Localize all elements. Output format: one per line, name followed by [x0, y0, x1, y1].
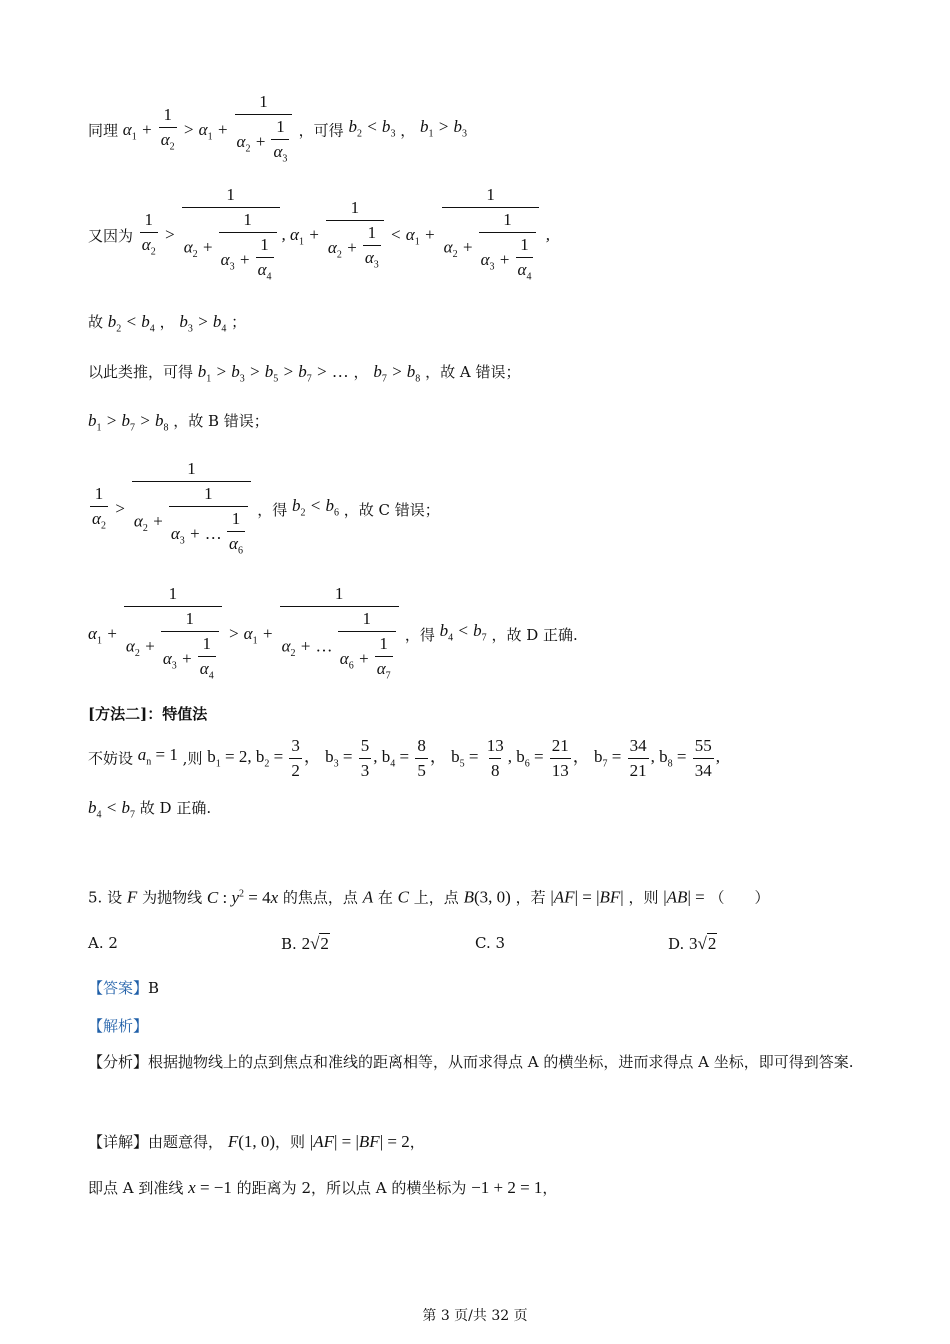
text: 为抛物线	[142, 888, 203, 907]
text: ；	[231, 313, 247, 331]
math-expr: $b_2 < b_4$	[107, 312, 155, 335]
text: 以此类推，可得	[88, 363, 194, 381]
math-expr: $a_n = 1$	[137, 744, 178, 768]
text: ，故 B 错误；	[173, 412, 269, 430]
text: ，故 C 错误；	[343, 501, 440, 520]
option-c[interactable]	[475, 934, 505, 952]
math-expr: |AB| =	[663, 887, 705, 907]
line-1	[88, 92, 467, 169]
math-expr: F	[126, 887, 138, 907]
math-expr: $b_1 > b_3 > b_5 > b_7$ > …	[197, 362, 349, 385]
text: ，若	[515, 888, 546, 907]
math-expr: 3√2	[689, 934, 717, 953]
detail	[88, 1132, 425, 1152]
text: 同理	[88, 121, 119, 140]
math-expr: $b_4 < b_7$	[88, 798, 135, 821]
text: ，则	[628, 888, 659, 907]
math-expr: C	[397, 887, 410, 907]
text: ，	[542, 1179, 558, 1197]
text: 故	[88, 313, 104, 331]
text: 由题意得，	[148, 1133, 224, 1151]
text: ，	[353, 363, 369, 381]
text: （ ）	[709, 888, 770, 907]
fenxi-paragraph	[88, 1047, 868, 1077]
math-expr: $\frac{1}{\alpha_2}$ > 1 $\alpha_2$ + 1 $\alpha_3$ + … $\frac{1}{\alpha_6}$	[88, 499, 257, 518]
line-3	[88, 312, 246, 339]
math-expr: $b_1 > b_3$	[420, 116, 467, 140]
math-expr: $b_1 = 2$, $b_2$ = $\frac{3}{2}$ ， $b_3$ = $\frac{5}{3}$ , $b_4$ = $\frac{8}{5}$ ， $b_5$ = $\frac{13}{8}$ , $b_6$ = $\frac{21}{13}$ ， $b_7$ = $\frac{34}{21}$ , $b_8$ = $\frac{55}{34}$ ,	[207, 736, 720, 780]
line-4	[88, 362, 520, 389]
math-expr: −1 + 2 = 1	[471, 1178, 543, 1197]
math-expr: $\frac{1}{\alpha_2}$ > 1 $\alpha_2$ + 1 $\alpha_3$ + $\frac{1}{\alpha_4}$ , $\alpha_1$ + 1 $\alpha_2$ + $\frac{1}{\alpha_3}$ < $\alpha_1$ + 1 $\alpha_2$ + 1 $\alpha_3$ + $\frac{1}{\alpha_4}$ ,	[138, 225, 550, 244]
question-number: 5.	[88, 888, 103, 907]
text: ，故 A 错误；	[425, 363, 521, 381]
math-expr: 2√2	[301, 934, 329, 953]
math-expr: $\alpha_1$ + 1 $\alpha_2$ + 1 $\alpha_3$ + $\frac{1}{\alpha_4}$ > $\alpha_1$ + 1 $\alpha_2$ + … 1 $\alpha_6$ + $\frac{1}{\alpha_7}$	[88, 624, 405, 643]
option-d[interactable]	[668, 934, 717, 954]
fenxi-text: 根据抛物线上的点到焦点和准线的距离相等，从而求得点 A 的横坐标，进而求得点 A 坐标，即可得到答案.	[148, 1053, 854, 1071]
option-label: A. 2	[88, 934, 118, 952]
text: 在	[377, 888, 393, 907]
line-8	[88, 736, 720, 781]
answer-tag: 【答案】	[88, 979, 149, 997]
text: 的焦点，点	[282, 888, 358, 907]
math-expr: $b_3 > b_4$	[179, 312, 227, 335]
text: 故 D 正确.	[139, 799, 212, 817]
math-expr: $b_2 < b_3$	[348, 116, 396, 140]
line-5	[88, 411, 269, 438]
text: ，	[400, 121, 416, 140]
option-label: D.	[668, 935, 685, 953]
math-expr: A	[362, 887, 374, 907]
line-9	[88, 798, 211, 825]
math-expr: |AF| = |BF|	[550, 887, 624, 907]
answer-value: B	[148, 979, 160, 997]
method2-title: [方法二]：特值法	[88, 705, 208, 723]
text: 上，点	[413, 888, 459, 907]
option-b[interactable]	[281, 934, 330, 954]
math-expr: x = −1	[188, 1178, 232, 1197]
text: 又因为	[88, 227, 134, 246]
text: ，则	[275, 1133, 306, 1151]
text: ，	[159, 313, 175, 331]
text: ，故 D 正确.	[491, 626, 578, 645]
option-label: B.	[281, 935, 297, 953]
line-2	[88, 185, 550, 287]
answer	[88, 978, 159, 998]
math-expr: $b_4 < b_7$	[439, 621, 487, 644]
option-label: C. 3	[475, 934, 506, 952]
math-expr: |AF| = |BF| = 2	[309, 1132, 410, 1151]
text: ，得	[257, 501, 288, 520]
text: 设	[107, 888, 123, 907]
option-a[interactable]	[88, 934, 118, 952]
text: ,则	[182, 749, 203, 768]
math-expr: C : $y^2 = 4x$	[206, 887, 279, 907]
text: ，	[409, 1133, 425, 1151]
question-5	[88, 884, 769, 908]
math-expr: $\alpha_1$ + $\frac{1}{\alpha_2}$ > $\alpha_1$ + 1 $\alpha_2$ + $\frac{1}{\alpha_3}$	[123, 120, 299, 139]
text: 的距离为 2，所以点 A 的横坐标为	[236, 1179, 467, 1197]
text: 不妨设	[88, 749, 134, 768]
line-6	[88, 459, 440, 561]
line-7	[88, 584, 578, 686]
text: ，得	[404, 626, 435, 645]
analysis-tag: 【解析】	[88, 1017, 149, 1035]
math-expr: F(1, 0)	[227, 1132, 276, 1151]
text: ，可得	[298, 121, 344, 140]
math-expr: B(3, 0)	[463, 887, 511, 907]
fenxi-tag: 【分析】	[88, 1053, 149, 1071]
text: 即点 A 到准线	[88, 1179, 184, 1197]
detail-tag: 【详解】	[88, 1133, 149, 1151]
page-footer: 第 3 页/共 32 页	[422, 1308, 528, 1324]
math-expr: $b_2 < b_6$	[292, 496, 339, 519]
math-expr: $b_1 > b_7 > b_8$	[88, 411, 169, 434]
math-expr: $b_7 > b_8$	[373, 362, 421, 385]
last-line	[88, 1178, 557, 1198]
